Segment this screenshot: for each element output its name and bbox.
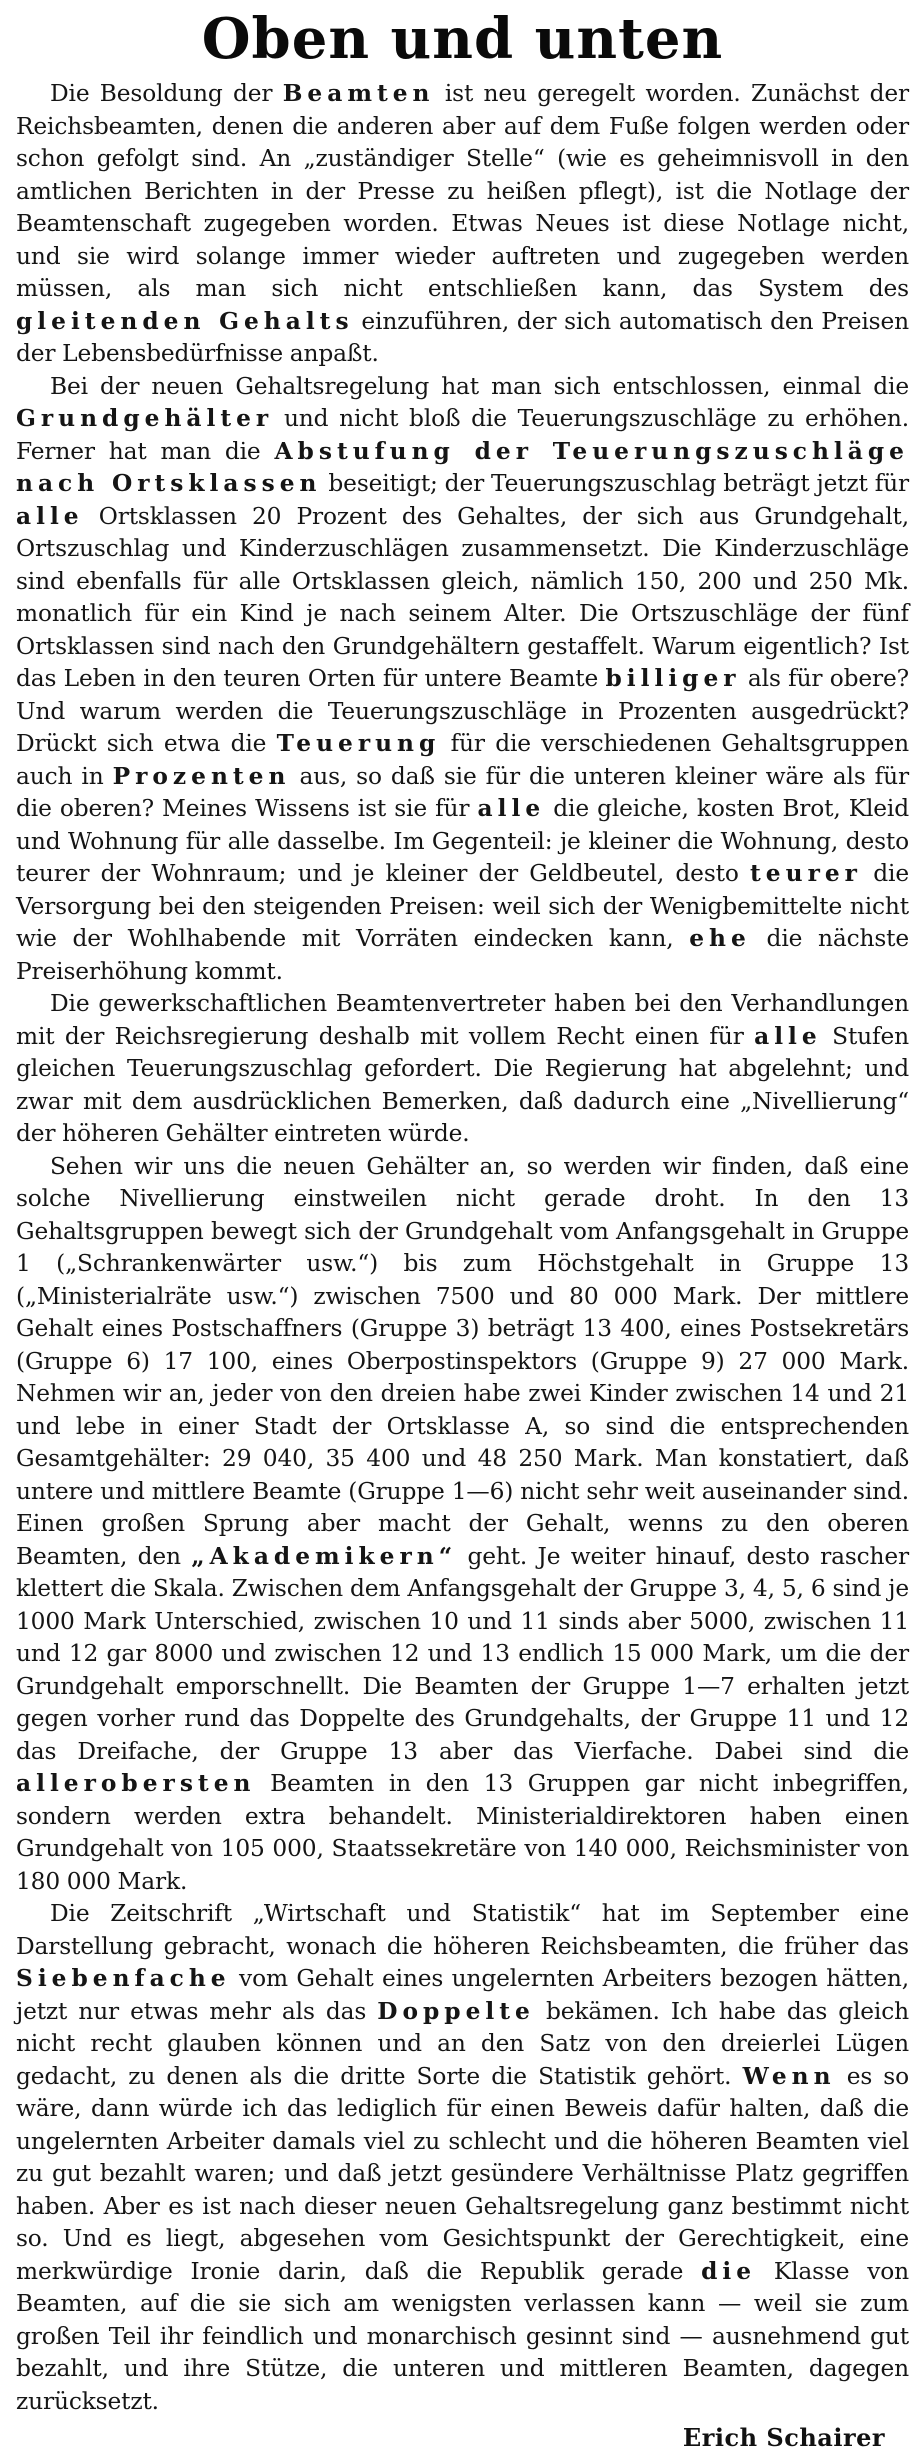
emphasized-text: Abstufung der Teuerungszuschläge nach Ortsklassen — [16, 437, 909, 497]
emphasized-text: Wenn — [742, 2062, 836, 2090]
paragraph-text: aus, so daß sie für die unteren kleiner wäre als für die oberen? Meines Wissens ist sie für — [16, 762, 909, 822]
article-title: Oben und unten — [201, 6, 724, 72]
paragraph-text: ist neu geregelt worden. Zunächst der Reichsbeamten, denen die anderen aber auf dem Fuße folgen werden oder schon gefolgt sind. An „zuständiger Stelle“ (wie es geheimnisvoll in den amtlichen Berichten in der Presse zu heißen pflegt), ist die Notlage der Beamtenschaft zugegeben worden. Etwas Neues ist diese Notlage nicht, und sie wird solange immer wieder auftreten und zugegeben werden müssen, als man sich nicht entschließen kann, das System des — [16, 80, 909, 302]
emphasized-text: allerobersten — [16, 1770, 256, 1797]
paragraph-text: Die Besoldung der — [50, 80, 283, 107]
paragraph-text: als für obere? Und warum werden die Teuerungszuschläge in Prozenten ausgedrückt? Drückt sich etwa die — [16, 665, 909, 757]
paragraph-text: und nicht bloß die Teuerungszuschläge zu erhöhen. Ferner hat man die — [16, 405, 909, 465]
emphasized-text: gleitenden Gehalts — [16, 307, 354, 335]
article-paragraph — [16, 371, 909, 989]
emphasized-text: Beamten — [282, 80, 435, 107]
paragraph-text: die nächste Preiserhöhung kommt. — [16, 925, 909, 985]
paragraph-text: die gleiche, kosten Brot, Kleid und Wohnung für alle dasselbe. Im Gegenteil: je kleiner die Wohnung, desto teurer der Wohnraum; und je kleiner der Geldbeutel, desto — [16, 795, 909, 887]
author-signature: Erich Schairer — [682, 2423, 885, 2452]
paragraph-text: bekämen. Ich habe das gleich nicht recht glauben können und an den Satz von den dreierlei Lügen gedacht, zu denen als die dritte Sorte die Statistik gehört. — [16, 1997, 909, 2090]
emphasized-text: alle — [477, 795, 546, 822]
paragraph-text: vom Gehalt eines ungelernten Arbeiters bezogen hätten, jetzt nur etwas mehr als das — [16, 1965, 909, 2025]
article-paragraph — [16, 1898, 909, 2418]
paragraph-text: Die gewerkschaftlichen Beamtenvertreter haben bei den Verhandlungen mit der Reichsregierung deshalb mit vollem Recht einen für — [16, 990, 909, 1050]
paragraph-text: es so wäre, dann würde ich das lediglich für einen Beweis dafür halten, daß die ungelernten Arbeiter damals viel zu schlecht und die höheren Beamten viel zu gut bezahlt waren; und daß jetzt gesündere Verhältnisse Platz gegriffen haben. Aber es ist nach dieser neuen Gehaltsregelung ganz bestimmt nicht so. Und es liegt, abgesehen vom Gesichtspunkt der Gerechtigkeit, eine merkwürdige Ironie darin, daß die Republik gerade — [16, 2062, 909, 2285]
emphasized-text: teurer — [750, 860, 862, 887]
paragraph-text: Beamten in den 13 Gruppen gar nicht inbegriffen, sondern werden extra behandelt. Ministerialdirektoren haben einen Grundgehalt von 105 000, Staatssekretäre von 140 000, Reichsminister von 180 000 Mark. — [16, 1770, 909, 1895]
article-paragraph — [16, 988, 909, 1151]
article-paragraph — [16, 78, 909, 371]
article-body — [16, 78, 909, 2418]
emphasized-text: Doppelte — [377, 1997, 535, 2025]
emphasized-text: Grundgehälter — [16, 405, 274, 432]
paragraph-text: geht. Je weiter hinauf, desto rascher klettert die Skala. Zwischen dem Anfangsgehalt der Gruppe 3, 4, 5, 6 sind je 1000 Mark Unterschied, zwischen 10 und 11 sinds aber 5000, zwischen 11 und 12 gar 8000 und zwischen 12 und 13 endlich 15 000 Mark, um die der Grundgehalt emporschnellt. Die Beamten der Gruppe 1—7 erhalten jetzt gegen vorher rund das Doppelte des Grundgehalts, der Gruppe 11 und 12 das Dreifache, der Gruppe 13 aber das Vierfache. Dabei sind die — [16, 1542, 909, 1765]
paragraph-text: die Versorgung bei den steigenden Preisen: weil sich der Wenigbemittelte nicht wie der Wohlhabende mit Vorräten eindecken kann, — [16, 860, 909, 952]
paragraph-text: Sehen wir uns die neuen Gehälter an, so werden wir finden, daß eine solche Nivellierung einstweilen nicht gerade droht. In den 13 Gehaltsgruppen bewegt sich der Grundgehalt vom Anfangsgehalt in Gruppe 1 („Schrankenwärter usw.“) bis zum Höchstgehalt in Gruppe 13 („Ministerialräte usw.“) zwischen 7500 und 80 000 Mark. Der mittlere Gehalt eines Postschaffners (Gruppe 3) beträgt 13 400, eines Postsekretärs (Gruppe 6) 17 100, eines Oberpostinspektors (Gruppe 9) 27 000 Mark. Nehmen wir an, jeder von den dreien habe zwei Kinder zwischen 14 und 21 und lebe in einer Stadt der Ortsklasse A, so sind die entsprechenden Gesamtgehälter: 29 040, 35 400 und 48 250 Mark. Man konstatiert, daß untere und mittlere Beamte (Gruppe 1—6) nicht sehr weit auseinander sind. Einen großen Sprung aber macht der Gehalt, wenns zu den oberen Beamten, den — [16, 1152, 909, 1570]
emphasized-text: billiger — [605, 665, 741, 692]
emphasized-text: alle — [16, 502, 84, 530]
paragraph-text: beseitigt; der Teuerungszuschlag beträgt jetzt für — [321, 470, 910, 497]
paragraph-text: für die verschiedenen Gehaltsgruppen auch in — [16, 730, 909, 790]
paragraph-text: Die Zeitschrift „Wirtschaft und Statistik“ hat im September eine Darstellung gebracht, wonach die höheren Reichsbeamten, die früher das — [16, 1900, 909, 1960]
emphasized-text: Teuerung — [276, 730, 441, 757]
emphasized-text: ehe — [689, 925, 751, 952]
emphasized-text: alle — [754, 1022, 822, 1050]
article-paragraph — [16, 1151, 909, 1899]
emphasized-text: die — [701, 2257, 757, 2285]
paragraph-text: einzuführen, der sich automatisch den Preisen der Lebensbedürfnisse anpaßt. — [16, 307, 909, 367]
emphasized-text: Prozenten — [112, 762, 291, 790]
emphasized-text: Siebenfache — [16, 1965, 231, 1992]
emphasized-text: „Akademikern“ — [191, 1542, 458, 1570]
paragraph-text: Klasse von Beamten, auf die sie sich am wenigsten verlassen kann — weil sie zum großen Teil ihr feindlich und monarchisch gesinnt sind — ausnehmend gut bezahlt, und ihre Stütze, die unteren und mittleren Beamten, dagegen zurücksetzt. — [16, 2257, 909, 2415]
paragraph-text: Bei der neuen Gehaltsregelung hat man sich entschlossen, einmal die — [50, 372, 909, 400]
paragraph-text: Stufen gleichen Teuerungszuschlag gefordert. Die Regierung hat abgelehnt; und zwar mit dem ausdrücklichen Bemerken, daß dadurch eine „Nivellierung“ der höheren Gehälter eintreten würde. — [16, 1022, 909, 1147]
paragraph-text: Ortsklassen 20 Prozent des Gehaltes, der sich aus Grundgehalt, Ortszuschlag und Kinderzuschlägen zusammensetzt. Die Kinderzuschläge sind ebenfalls für alle Ortsklassen gleich, nämlich 150, 200 und 250 Mk. monatlich für ein Kind je nach seinem Alter. Die Ortszuschläge der fünf Ortsklassen sind nach den Grundgehältern gestaffelt. Warum eigentlich? Ist das Leben in den teuren Orten für untere Beamte — [16, 502, 909, 692]
